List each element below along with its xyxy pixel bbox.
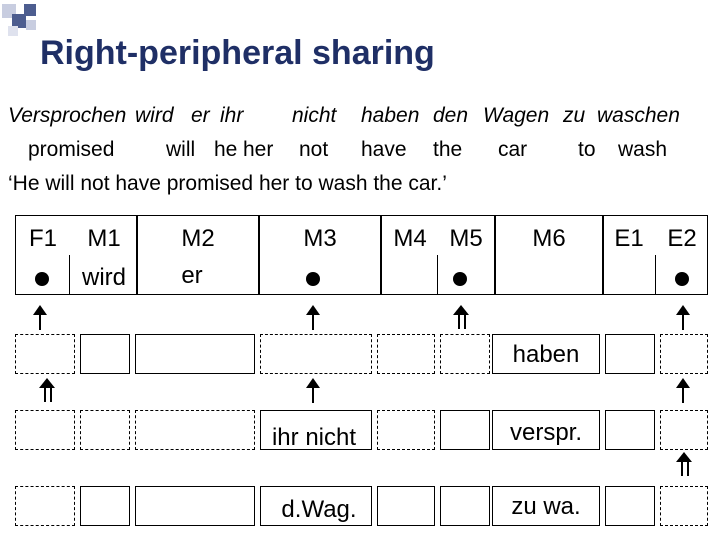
up-arrow-f1: [39, 307, 41, 330]
slot-r4-e1: [605, 486, 655, 526]
up-arrow-m3-2: [312, 380, 314, 403]
german-word: den: [433, 104, 469, 127]
field-label-m4: M4: [393, 225, 427, 252]
german-word: haben: [361, 104, 420, 127]
slot-r3-m5: [440, 410, 490, 450]
german-word: Versprochen: [8, 104, 127, 127]
field-label-m3: M3: [303, 225, 337, 252]
gloss-word: her: [243, 138, 274, 161]
field-label-m6: M6: [532, 225, 566, 252]
slot-r2-m2: [135, 334, 255, 374]
cell-m3-d-wag: d.Wag.: [281, 496, 357, 523]
gloss-word: not: [299, 138, 329, 161]
german-word: waschen: [597, 104, 680, 127]
slot-r3-m1: [80, 410, 130, 450]
slot-r2-m4: [377, 334, 435, 374]
slot-r4-m1: [80, 486, 130, 526]
cell-m1-wird: wird: [81, 264, 127, 291]
gap-dot-m3: [306, 272, 320, 286]
field-label-m1: M1: [87, 225, 121, 252]
up-arrow-m3: [312, 307, 314, 330]
field-label-m2: M2: [181, 225, 215, 252]
field-label-m5: M5: [449, 225, 483, 252]
field-label-e2: E2: [667, 225, 697, 252]
cell-m3-ihr-nicht: ihr nicht: [271, 424, 357, 451]
deco-square-5: [8, 26, 18, 36]
gloss-word: have: [361, 138, 407, 161]
slot-r2-m3: [260, 334, 372, 374]
slide-title: Right-peripheral sharing: [40, 34, 435, 72]
gap-dot-e2: [675, 272, 689, 286]
double-up-arrow-m5: [455, 305, 469, 331]
gloss-word: will: [166, 138, 196, 161]
field-label-f1: F1: [28, 225, 58, 252]
slot-r2-f1: [15, 334, 75, 374]
cell-m6-zu-wa: zu wa.: [511, 493, 581, 520]
cell-m6-haben: haben: [512, 341, 580, 368]
field-divider-m4: [381, 255, 438, 295]
slot-r3-m2: [135, 410, 255, 450]
deco-square-3: [24, 4, 36, 16]
slot-r3-e2: [660, 410, 708, 450]
field-divider-e1: [603, 255, 656, 295]
gloss-word: wash: [618, 138, 668, 161]
up-arrow-e2-2: [682, 380, 684, 403]
cell-m2-er: er: [181, 262, 203, 289]
double-up-arrow-e2: [678, 452, 692, 478]
slot-r2-e1: [605, 334, 655, 374]
gloss-word: the: [433, 138, 463, 161]
double-up-arrow-f1: [41, 378, 55, 404]
slot-r2-e2: [660, 334, 708, 374]
slot-r2-m5: [440, 334, 490, 374]
field-label-e1: E1: [614, 225, 644, 252]
german-word: wird: [135, 104, 174, 127]
slot-r3-f1: [15, 410, 75, 450]
slot-r2-m1: [80, 334, 130, 374]
slot-r3-e1: [605, 410, 655, 450]
german-word: zu: [563, 104, 586, 127]
german-word: ihr: [220, 104, 244, 127]
german-word: er: [191, 104, 210, 127]
gap-dot-f1: [35, 272, 49, 286]
german-word: nicht: [292, 104, 337, 127]
slot-r3-m4: [377, 410, 435, 450]
gloss-word: car: [498, 138, 528, 161]
german-word: Wagen: [483, 104, 550, 127]
gloss-word: to: [578, 138, 596, 161]
gap-dot-m5: [453, 272, 467, 286]
gloss-word: he: [214, 138, 238, 161]
deco-square-4: [26, 20, 36, 30]
english-translation: ‘He will not have promised her to wash the car.’: [8, 172, 447, 195]
slot-r4-f1: [15, 486, 75, 526]
slot-r4-m4: [377, 486, 435, 526]
cell-m6-verspr: verspr.: [509, 419, 583, 446]
slot-r4-m2: [135, 486, 255, 526]
slot-r4-m5: [440, 486, 490, 526]
up-arrow-e2: [682, 307, 684, 330]
slot-r4-e2: [660, 486, 708, 526]
gloss-word: promised: [28, 138, 115, 161]
